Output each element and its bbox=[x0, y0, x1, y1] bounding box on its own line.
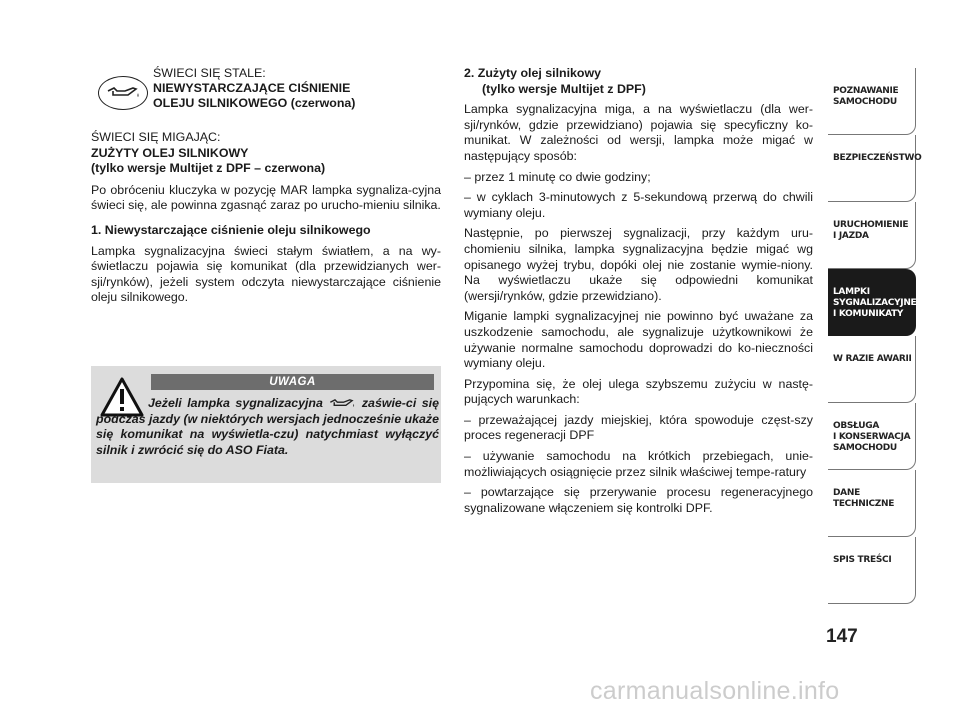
right-paragraph-3: – w cyklach 3-minutowych z 5-sekundową przerwą do chwili wymiany oleju. bbox=[464, 190, 813, 220]
right-paragraph-2: – przez 1 minutę co dwie godziny; bbox=[464, 169, 651, 184]
oil-pressure-warning-icon bbox=[98, 76, 148, 110]
left-column bbox=[91, 66, 441, 311]
tab-lampki-sygnalizacyjne[interactable]: LAMPKI SYGNALIZACYJNE I KOMUNIKATY bbox=[828, 269, 916, 336]
right-paragraph-5: Miganie lampki sygnalizacyjnej nie powinno być uważane za uszkodzenie samochodu, ale sygnalizuje użytkownikowi że używanie normalne samochodu doprowadzi do ko-nieczności wymiany oleju. bbox=[464, 309, 813, 371]
blink-title-2: (tylko wersje Multijet z DPF – czerwona) bbox=[91, 161, 326, 176]
tab-dane-techniczne[interactable]: DANE TECHNICZNE bbox=[828, 470, 916, 537]
blink-label: ŚWIECI SIĘ MIGAJĄC: bbox=[91, 130, 221, 144]
section-heading-1: 1. Niewystarczające ciśnienie oleju silnikowego bbox=[91, 222, 371, 237]
oil-pressure-inline-icon bbox=[328, 397, 356, 409]
warning-title: UWAGA bbox=[151, 374, 434, 390]
left-paragraph-1: Po obróceniu kluczyka w pozycję MAR lampka sygnaliza-cyjna świeci się, ale powinna zgasnąć zaraz po urucho-mieniu silnika. bbox=[91, 182, 441, 213]
right-paragraph-6: Przypomina się, że olej ulega szybszemu zużyciu w nastę-pujących warunkach: bbox=[464, 376, 813, 407]
stale-indicator-block bbox=[91, 66, 441, 122]
warning-text: Jeżeli lampka sygnalizacyjna zaświe-ci się podczas jazdy (w niektórych wersjach jednocześnie ukaże się komunikat na wyświetla-czu) natychmiast wyłączyć silnik i zwrócić się do ASO Fiata. bbox=[96, 396, 439, 457]
chapter-tabs bbox=[828, 68, 922, 604]
tab-bezpieczenstwo[interactable]: BEZPIECZEŃSTWO bbox=[828, 135, 916, 202]
stale-color: (czerwona) bbox=[290, 96, 356, 110]
tab-uruchomienie-i-jazda[interactable]: URUCHOMIENIE I JAZDA bbox=[828, 202, 916, 269]
watermark: carmanualsonline.info bbox=[590, 677, 840, 705]
page-number: 147 bbox=[826, 626, 858, 647]
left-paragraph-2: Lampka sygnalizacyjna świeci stałym światłem, a na wy-świetlaczu pojawia się komunikat (dla przewidzianych wer-sji/rynków), jeżeli system odczyta niewystarczające ciśnienie oleju silnikowego. bbox=[91, 243, 441, 305]
tab-poznawanie-samochodu[interactable]: POZNAWANIE SAMOCHODU bbox=[828, 68, 916, 135]
warning-box bbox=[91, 366, 441, 483]
tab-spis-tresci[interactable]: SPIS TREŚCI bbox=[828, 537, 916, 604]
right-paragraph-7: – przeważającej jazdy miejskiej, która spowoduje częst-szy proces regeneracji DPF bbox=[464, 412, 813, 443]
section-heading-2: 2. Zużyty olej silnikowy bbox=[464, 66, 602, 80]
stale-title-2: OLEJU SILNIKOWEGO bbox=[153, 96, 288, 110]
right-paragraph-1: Lampka sygnalizacyjna miga, a na wyświetlaczu (dla wer-sji/rynków, gdzie przewidziano) pojawia się specyficzny ko-munikat. W zależności od wersji, lampka może migać w następujący sposób: bbox=[464, 102, 813, 163]
stale-label: ŚWIECI SIĘ STALE: bbox=[153, 66, 266, 80]
right-paragraph-9: – powtarzające się przerywanie procesu regeneracyjnego sygnalizowane włączeniem się kontrolki DPF. bbox=[464, 485, 813, 515]
right-paragraph-4: Następnie, po pierwszej sygnalizacji, przy każdym uru-chomieniu silnika, lampka sygnalizacyjna będzie migać wg opisanego wyżej trybu, dopóki olej nie zostanie wymie-niony. Na wyświetlaczu ukaże się odpowiedni komunikat (wersji/rynków, gdzie przewidziano). bbox=[464, 226, 813, 303]
stale-title-1: NIEWYSTARCZAJĄCE CIŚNIENIE bbox=[153, 81, 351, 95]
right-paragraph-8: – używanie samochodu na krótkich przebiegach, unie-możliwiających osiągnięcie przez silnik właściwej tempe-ratury bbox=[464, 449, 813, 479]
right-column bbox=[464, 66, 813, 521]
section-heading-2-sub: (tylko wersje Multijet z DPF) bbox=[482, 81, 646, 96]
tab-w-razie-awarii[interactable]: W RAZIE AWARII bbox=[828, 336, 916, 403]
tab-obsluga-i-konserwacja[interactable]: OBSŁUGA I KONSERWACJA SAMOCHODU bbox=[828, 403, 916, 470]
blink-title-1: ZUŻYTY OLEJ SILNIKOWY bbox=[91, 145, 249, 160]
